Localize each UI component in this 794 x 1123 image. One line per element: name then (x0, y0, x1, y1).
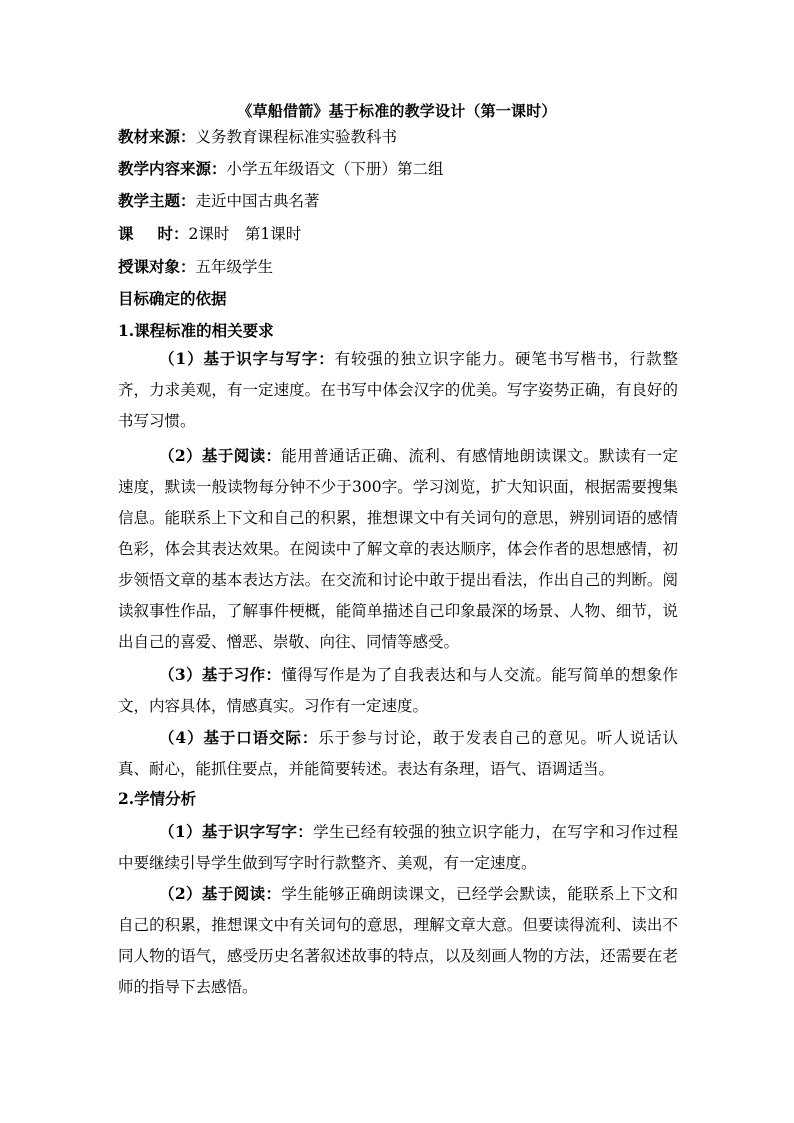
meta-label: 授课对象： (118, 257, 196, 276)
meta-label: 教学主题： (118, 191, 196, 210)
paragraph-label: （4）基于口语交际： (159, 728, 319, 747)
meta-label: 教学内容来源： (118, 159, 227, 178)
paragraph-label: （2）基于阅读： (159, 446, 282, 465)
meta-class-hours (118, 223, 301, 245)
paragraph-text: 学生已经有较强的独立识字能力，在写字和习作过程中要继续引导学生做到写字时行款整齐、美观，有一定速度。 (118, 823, 678, 872)
section1-paragraph (118, 659, 678, 722)
paragraph-label: （1）基于识字与写字： (159, 349, 335, 368)
meta-value: 五年级学生 (195, 258, 274, 276)
meta-audience (118, 256, 273, 278)
meta-value: 小学五年级语文（下册）第二组 (226, 160, 444, 178)
paragraph-text: 有较强的独立识字能力。硬笔书写楷书，行款整齐，力求美观，有一定速度。在书写中体会汉字的优美。写字姿势正确，有良好的书写习惯。 (118, 350, 678, 430)
section1-paragraph (118, 343, 678, 437)
paragraph-label: （1）基于识字写字： (159, 822, 314, 841)
meta-label-first: 课 (118, 224, 134, 243)
meta-textbook-source (118, 126, 397, 148)
paragraph-text: 能用普通话正确、流利、有感情地朗读课文。默读有一定速度，默读一般读物每分钟不少于300字。学习浏览，扩大知识面，根据需要搜集信息。能联系上下文和自己的积累，推想课文中有关词句的意思，辨别词语的感情色彩，体会其表达效果。在阅读中了解文章的表达顺序，体会作者的思想感情，初步领悟文章的基本表达方法。在交流和讨论中敢于提出看法，作出自己的判断。阅读叙事性作品，了解事件梗概，能简单描述自己印象最深的场景、人物、细节，说出自己的喜爱、憎恶、崇敬、向往、同情等感受。 (118, 447, 678, 651)
meta-value: 走近中国古典名著 (195, 192, 320, 210)
paragraph-text: 乐于参与讨论，敢于发表自己的意见。听人说话认真、耐心，能抓住要点，并能简要转述。表达有条理，语气、语调适当。 (118, 729, 678, 778)
meta-value: 2课时 第1课时 (188, 225, 302, 243)
section1-paragraph (118, 440, 678, 658)
section2-heading: 2.学情分析 (118, 789, 197, 808)
meta-content-source (118, 158, 444, 180)
section2-paragraph (118, 816, 678, 879)
document-title: 《草船借箭》基于标准的教学设计（第一课时） (237, 102, 557, 120)
paragraph-text: 懂得写作是为了自我表达和与人交流。能写简单的想象作文，内容具体，情感真实。习作有一定速度。 (118, 666, 678, 715)
section2-paragraph (118, 878, 678, 1003)
paragraph-label: （2）基于阅读： (159, 884, 282, 903)
paragraph-text: 学生能够正确朗读课文，已经学会默读，能联系上下文和自己的积累，推想课文中有关词句的意思，理解文章大意。但要读得流利、读出不同人物的语气，感受历史名著叙述故事的特点，以及刻画人物的方法，还需要在老师的指导下去感悟。 (118, 885, 678, 996)
meta-label: 教材来源： (118, 127, 196, 146)
meta-value: 义务教育课程标准实验教科书 (195, 128, 398, 146)
section1-heading: 1.课程标准的相关要求 (118, 321, 274, 340)
section-heading: 目标确定的依据 (118, 289, 227, 308)
meta-teaching-theme (118, 190, 320, 212)
paragraph-label: （3）基于习作： (159, 665, 282, 684)
section1-paragraph (118, 722, 678, 785)
meta-label-second: 时： (157, 224, 189, 243)
